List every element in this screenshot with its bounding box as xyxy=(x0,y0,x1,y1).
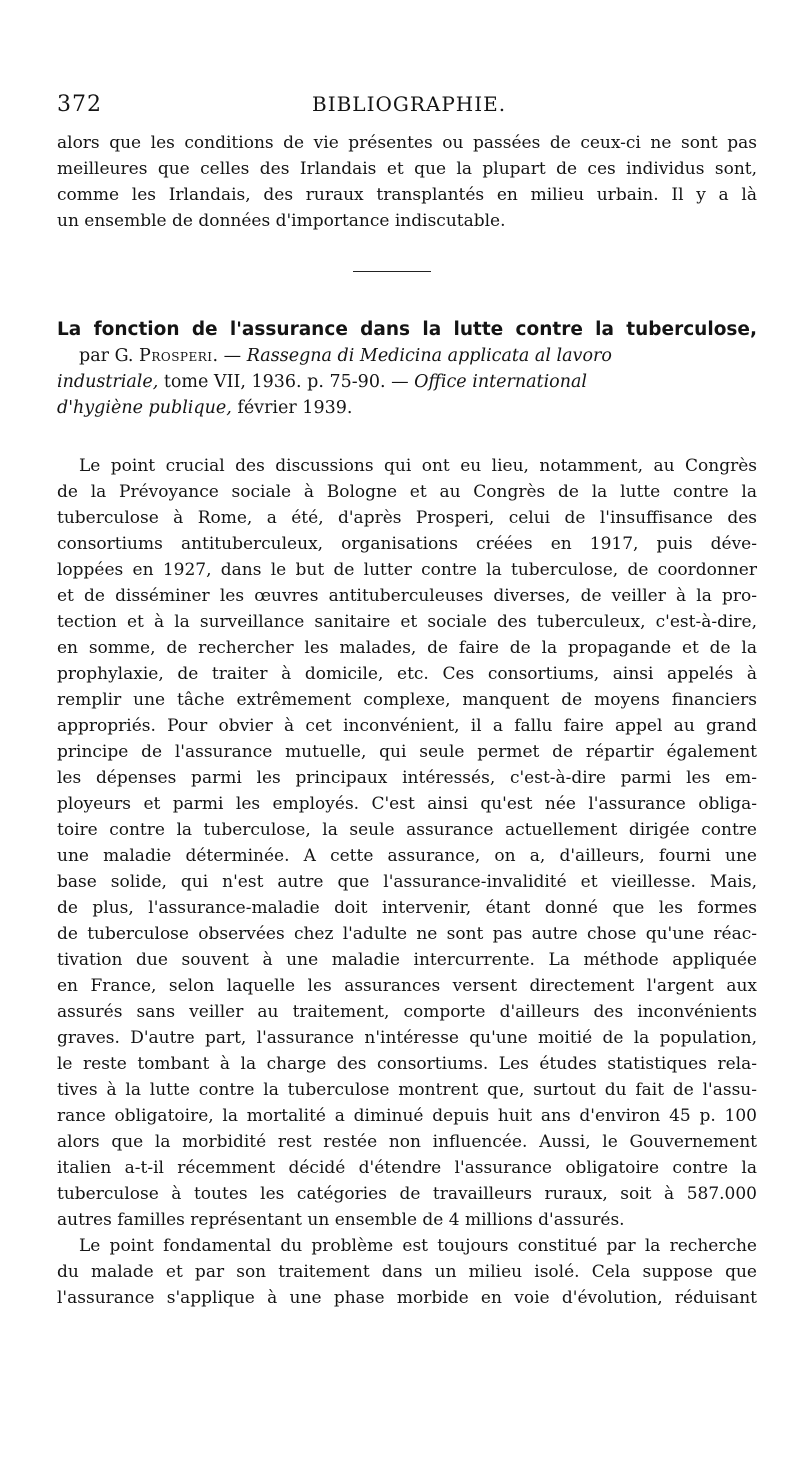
text-line: italien a-t-il récemment décidé d'étendre l'assurance obligatoire contre la xyxy=(57,1158,757,1178)
text-line: assurés sans veiller au traitement, comporte d'ailleurs des inconvénients xyxy=(57,1002,757,1022)
text-line: de tuberculose observées chez l'adulte ne sont pas autre chose qu'une réac- xyxy=(57,924,757,944)
text-line: consortiums antituberculeux, organisations créées en 1917, puis déve- xyxy=(57,534,757,554)
page-number: 372 xyxy=(57,92,102,117)
text-line: en somme, de rechercher les malades, de faire de la propagande et de la xyxy=(57,638,757,658)
text-line: de plus, l'assurance-maladie doit intervenir, étant donné que les formes xyxy=(57,898,757,918)
text-line: graves. D'autre part, l'assurance n'intéresse qu'une moitié de la population, xyxy=(57,1028,757,1048)
journal-title: Rassegna di Medicina applicata al lavoro xyxy=(246,346,612,366)
review-heading xyxy=(57,317,757,421)
text-line: du malade et par son traitement dans un milieu isolé. Cela suppose que xyxy=(57,1262,757,1282)
text-line: un ensemble de données d'importance indiscutable. xyxy=(57,211,506,231)
citation-date: février 1939. xyxy=(231,398,353,418)
text-line: loppées en 1927, dans le but de lutter contre la tuberculose, de coordonner xyxy=(57,560,757,580)
running-head: BIBLIOGRAPHIE. xyxy=(312,92,507,116)
paragraph xyxy=(57,453,757,1233)
citation-line xyxy=(57,369,757,395)
text-line: une maladie déterminée. A cette assurance, on a, d'ailleurs, fourni une xyxy=(57,846,757,866)
text-line: tives à la lutte contre la tuberculose montrent que, surtout du fait de l'assu- xyxy=(57,1080,757,1100)
citation-prefix: par G. xyxy=(79,346,140,366)
text-line: en France, selon laquelle les assurances versent directement l'argent aux xyxy=(57,976,757,996)
text-line: appropriés. Pour obvier à cet inconvénient, il a fallu faire appel au grand xyxy=(57,716,757,736)
review-body xyxy=(57,453,757,1311)
text-line: et de disséminer les œuvres antituberculeuses diverses, de veiller à la pro- xyxy=(57,586,757,606)
text-line: tivation due souvent à une maladie intercurrente. La méthode appliquée xyxy=(57,950,757,970)
text-line: tuberculose à Rome, a été, d'après Prosperi, celui de l'insuffisance des xyxy=(57,508,757,528)
page-header xyxy=(57,92,760,122)
text-line: rance obligatoire, la mortalité a diminué depuis huit ans d'environ 45 p. 100 xyxy=(57,1106,757,1126)
text-line: alors que la morbidité rest restée non influencée. Aussi, le Gouvernement xyxy=(57,1132,757,1152)
text-line: tection et à la surveillance sanitaire et sociale des tuberculeux, c'est-à-dire, xyxy=(57,612,757,632)
text-line: de la Prévoyance sociale à Bologne et au Congrès de la lutte contre la xyxy=(57,482,757,502)
text-line: Le point fondamental du problème est toujours constitué par la recherche xyxy=(79,1236,757,1256)
continued-paragraph xyxy=(57,130,757,234)
text-line: les dépenses parmi les principaux intéressés, c'est-à-dire parmi les em- xyxy=(57,768,757,788)
paragraph xyxy=(57,1233,757,1311)
text-line: l'assurance s'applique à une phase morbide en voie d'évolution, réduisant xyxy=(57,1288,757,1308)
text-line: base solide, qui n'est autre que l'assurance-invalidité et vieillesse. Mais, xyxy=(57,872,757,892)
text-line: toire contre la tuberculose, la seule assurance actuellement dirigée contre xyxy=(57,820,757,840)
citation-line xyxy=(57,343,757,369)
text-line: tuberculose à toutes les catégories de travailleurs ruraux, soit à 587.000 xyxy=(57,1184,757,1204)
section-divider xyxy=(353,271,431,272)
citation-details: tome VII, 1936. p. 75-90. — xyxy=(158,372,415,392)
text-line: alors que les conditions de vie présentes ou passées de ceux-ci ne sont pas xyxy=(57,133,757,153)
review-title: La fonction de l'assurance dans la lutte contre la tuberculose, xyxy=(57,319,757,340)
author-name: Prosperi xyxy=(139,346,213,366)
text-line: autres familles représentant un ensemble de 4 millions d'assurés. xyxy=(57,1210,625,1230)
text-line: meilleures que celles des Irlandais et que la plupart de ces individus sont, xyxy=(57,159,757,179)
text-line: le reste tombant à la charge des consortiums. Les études statistiques rela- xyxy=(57,1054,757,1074)
source-title: d'hygiène publique, xyxy=(57,398,232,418)
text-line: Le point crucial des discussions qui ont eu lieu, notamment, au Congrès xyxy=(79,456,757,476)
source-title: Office international xyxy=(414,372,588,392)
citation-separator: . — xyxy=(212,346,247,366)
text-line: remplir une tâche extrêmement complexe, manquent de moyens financiers xyxy=(57,690,757,710)
text-line: ployeurs et parmi les employés. C'est ainsi qu'est née l'assurance obliga- xyxy=(57,794,757,814)
journal-title: industriale, xyxy=(57,372,159,392)
text-line: comme les Irlandais, des ruraux transplantés en milieu urbain. Il y a là xyxy=(57,185,757,205)
citation-line xyxy=(57,395,757,421)
text-line: principe de l'assurance mutuelle, qui seule permet de répartir également xyxy=(57,742,757,762)
text-line: prophylaxie, de traiter à domicile, etc. Ces consortiums, ainsi appelés à xyxy=(57,664,757,684)
